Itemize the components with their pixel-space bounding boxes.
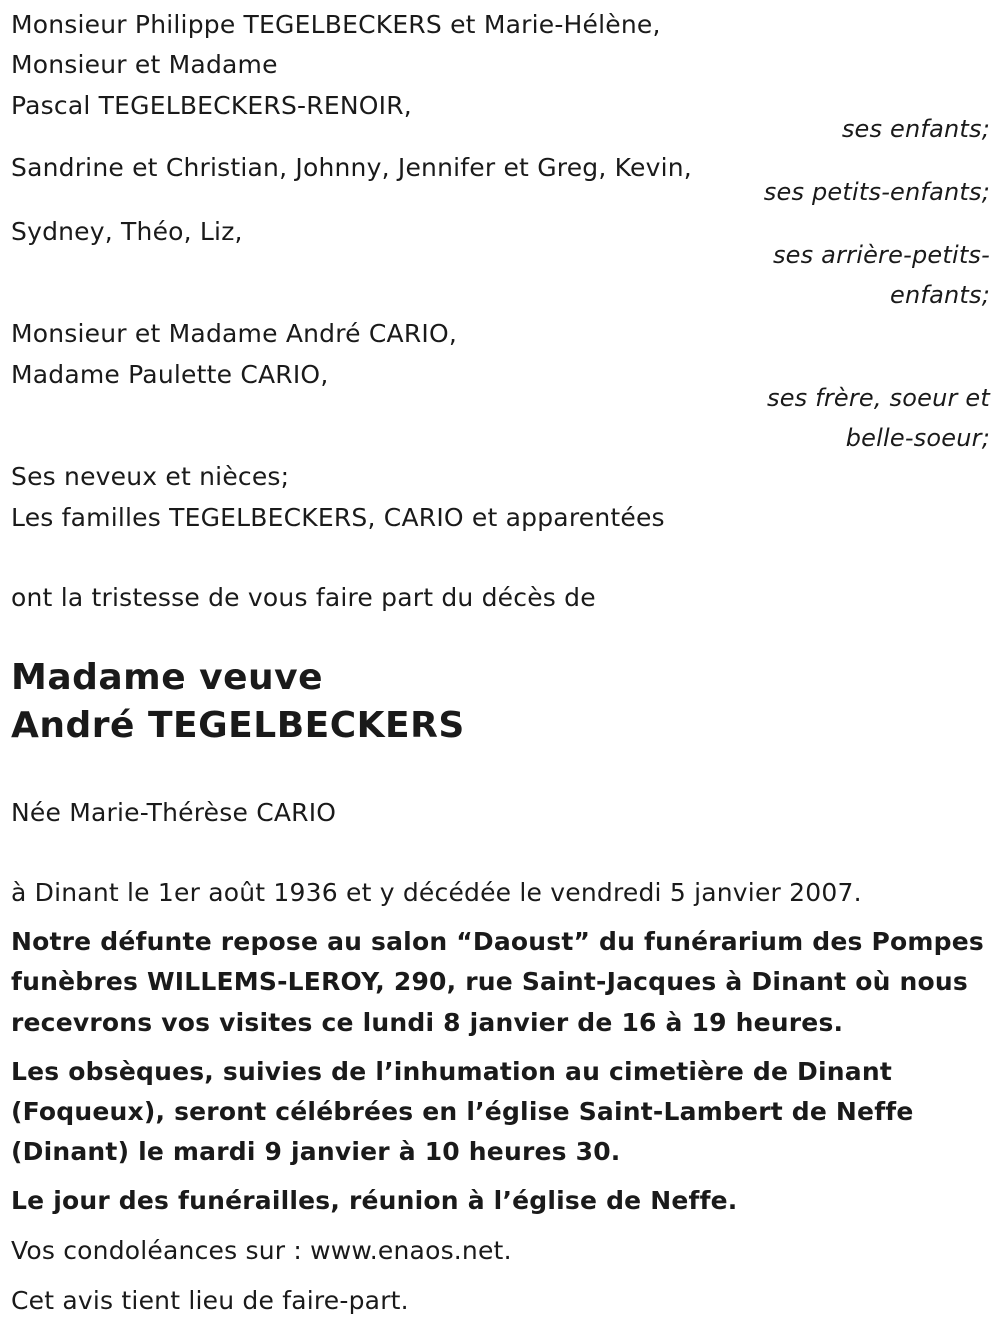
- siblings-relation-1: ses frère, soeur et: [766, 384, 990, 412]
- funeral-line-1: Les obsèques, suivies de l’inhumation au cimetière de Dinant: [11, 1057, 892, 1086]
- great-grandchildren-line: Sydney, Théo, Liz,: [11, 217, 243, 246]
- condolences-line: Vos condoléances sur : www.enaos.net.: [11, 1236, 512, 1265]
- funeral-line-2: (Foqueux), seront célébrées en l’église Saint-Lambert de Neffe: [11, 1097, 914, 1126]
- grandchildren-line: Sandrine et Christian, Johnny, Jennifer et Greg, Kevin,: [11, 153, 692, 182]
- nephews-nieces-line: Ses neveux et nièces;: [11, 462, 290, 491]
- children-line-2: Monsieur et Madame: [11, 50, 278, 79]
- birth-name: Née Marie-Thérèse CARIO: [11, 798, 337, 827]
- visitation-line-2: funèbres WILLEMS-LEROY, 290, rue Saint-Jacques à Dinant où nous: [11, 967, 968, 996]
- siblings-line-1: Monsieur et Madame André CARIO,: [11, 319, 458, 348]
- siblings-line-2: Madame Paulette CARIO,: [11, 360, 329, 389]
- notice-line: Cet avis tient lieu de faire-part.: [11, 1286, 409, 1315]
- funeral-line-3: (Dinant) le mardi 9 janvier à 10 heures 30.: [11, 1137, 621, 1166]
- deceased-name-line-1: Madame veuve: [11, 657, 324, 698]
- children-relation: ses enfants;: [841, 115, 990, 143]
- great-grandchildren-relation-1: ses arrière-petits-: [772, 241, 990, 269]
- dates-line: à Dinant le 1er août 1936 et y décédée le vendredi 5 janvier 2007.: [11, 878, 862, 907]
- meeting-line: Le jour des funérailles, réunion à l’église de Neffe.: [11, 1186, 738, 1215]
- children-line-1: Monsieur Philippe TEGELBECKERS et Marie-Hélène,: [11, 10, 661, 39]
- siblings-relation-2: belle-soeur;: [845, 424, 990, 452]
- grandchildren-relation: ses petits-enfants;: [763, 178, 990, 206]
- deceased-name-line-2: André TEGELBECKERS: [11, 705, 465, 746]
- great-grandchildren-relation-2: enfants;: [890, 281, 990, 309]
- visitation-line-1: Notre défunte repose au salon “Daoust” du funérarium des Pompes: [11, 927, 985, 956]
- visitation-line-3: recevrons vos visites ce lundi 8 janvier de 16 à 19 heures.: [11, 1008, 844, 1037]
- announcement-text: ont la tristesse de vous faire part du décès de: [11, 583, 596, 612]
- families-line: Les familles TEGELBECKERS, CARIO et apparentées: [11, 503, 665, 532]
- children-line-3: Pascal TEGELBECKERS-RENOIR,: [11, 91, 412, 120]
